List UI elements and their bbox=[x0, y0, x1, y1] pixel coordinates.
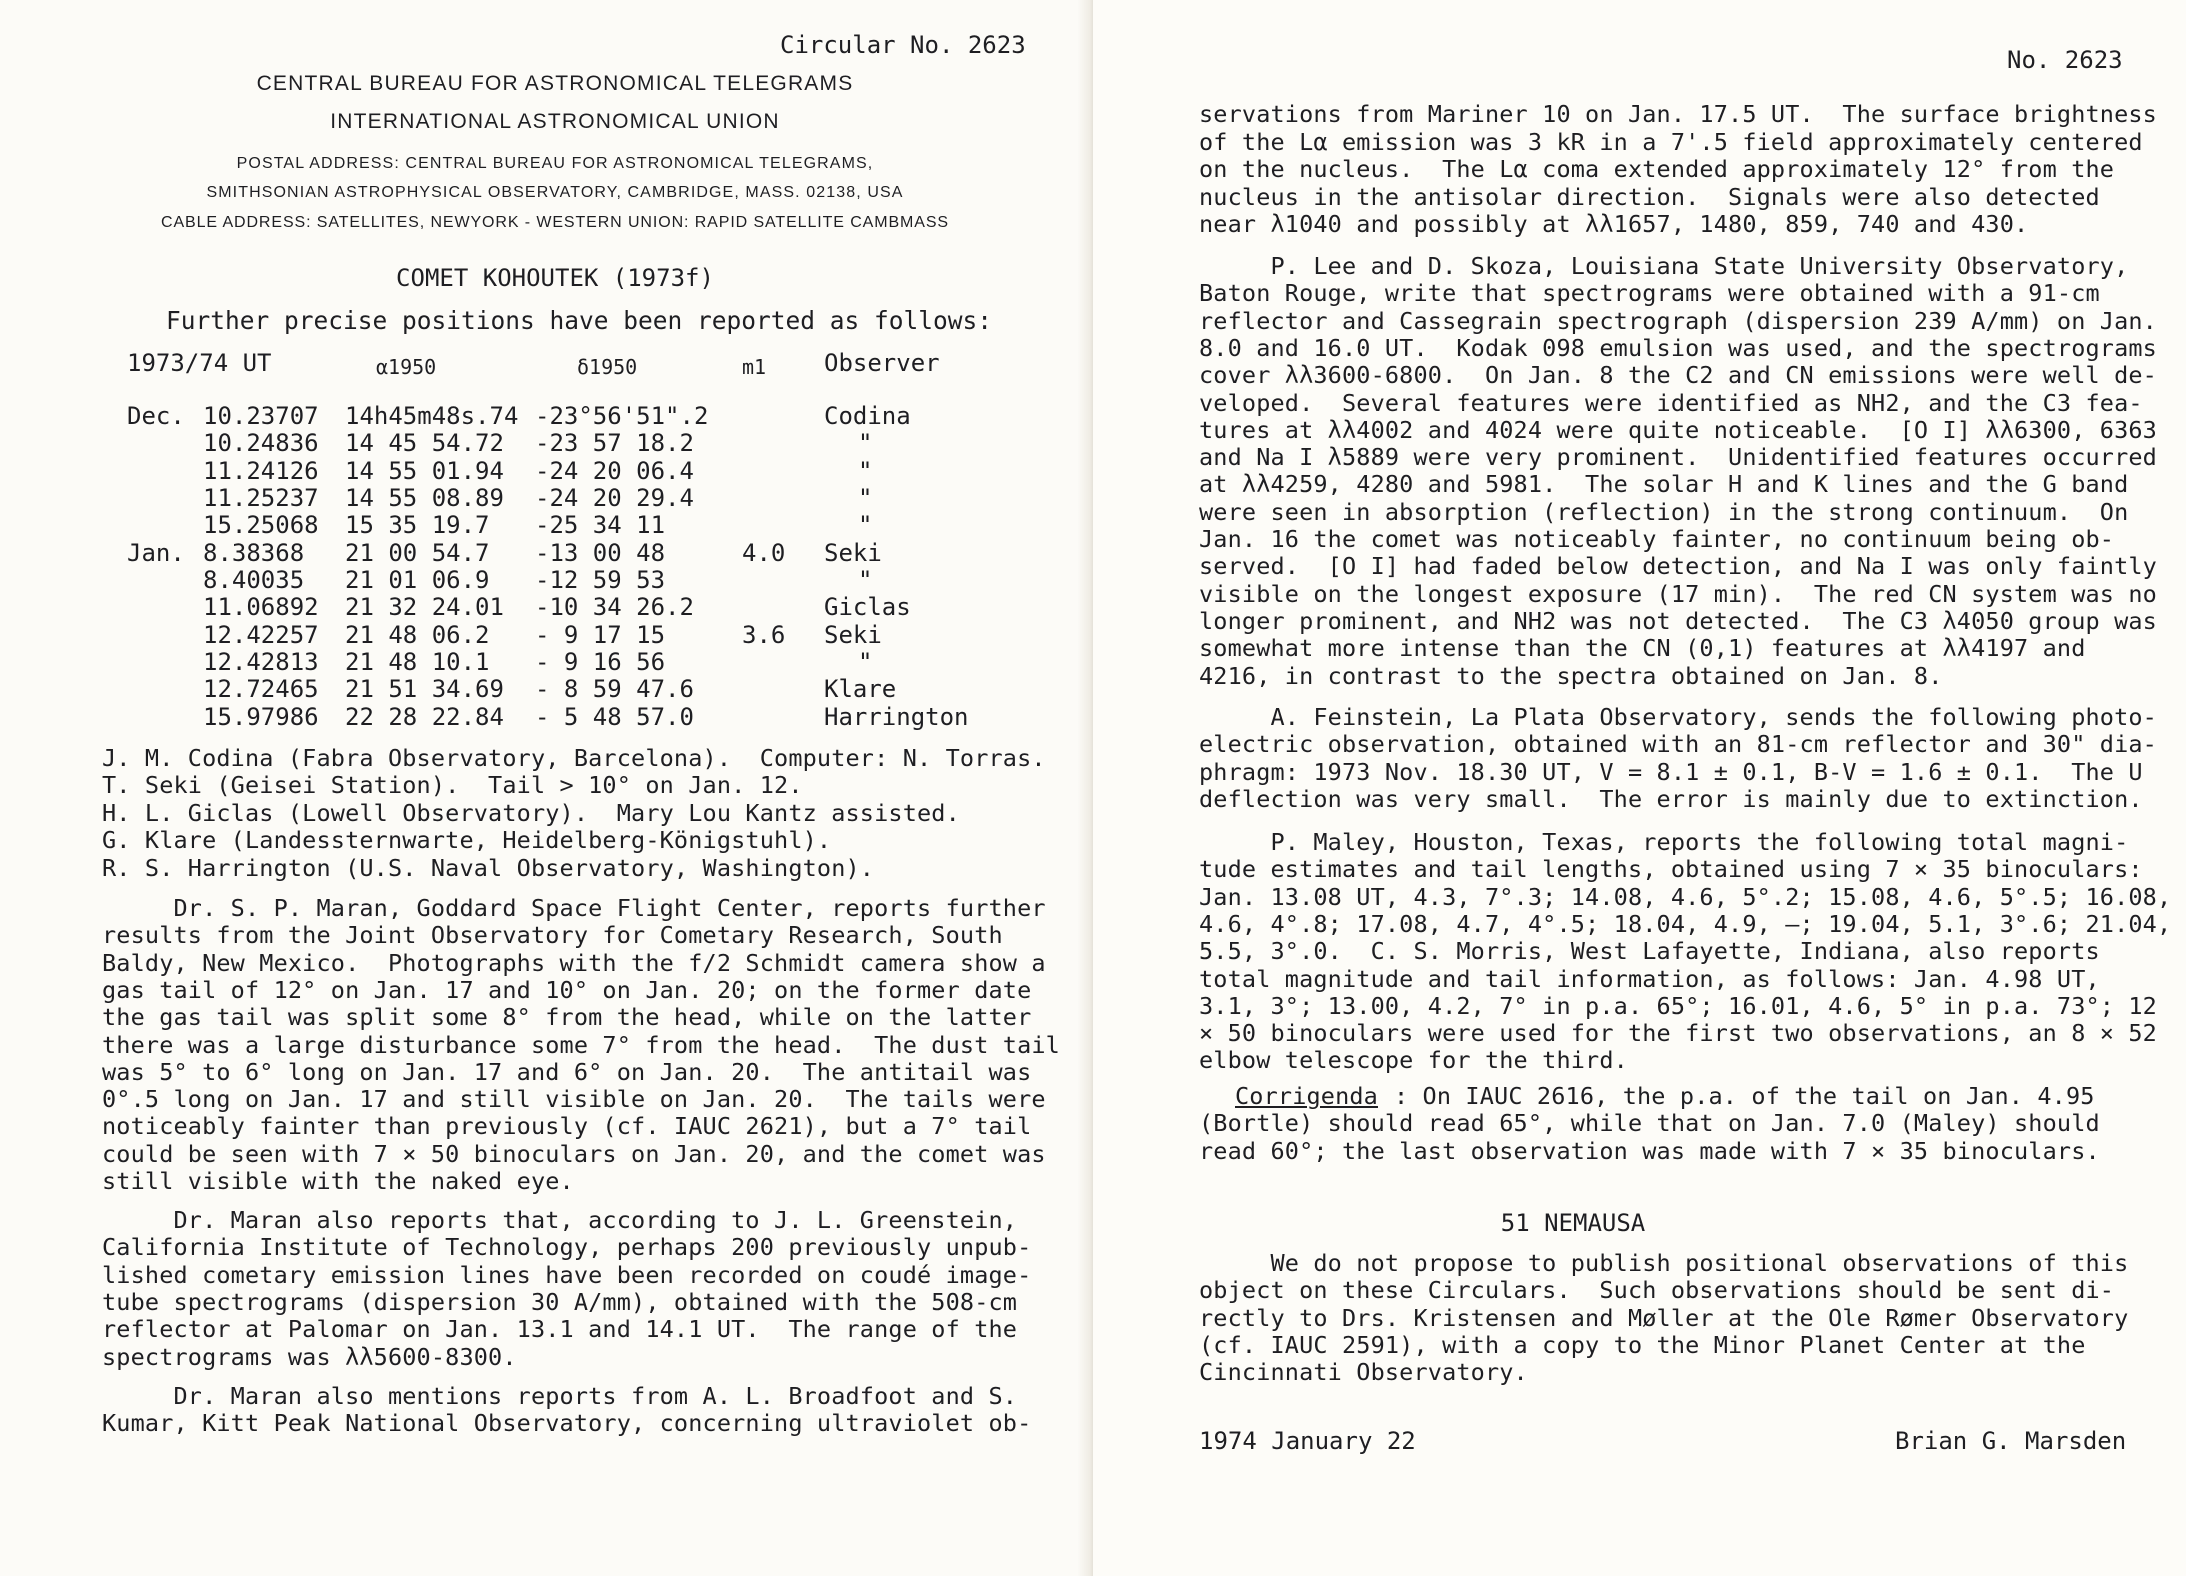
row-dec: -25 34 11 bbox=[535, 511, 666, 539]
text-line: A. Feinstein, La Plata Observatory, sends the following photo- bbox=[1199, 703, 2157, 731]
right-page bbox=[1093, 0, 2186, 1576]
postal-address-1: POSTAL ADDRESS: CENTRAL BUREAU FOR ASTRONOMICAL TELEGRAMS, bbox=[236, 155, 874, 172]
text-line: servations from Mariner 10 on Jan. 17.5 UT. The surface brightness bbox=[1199, 100, 2157, 128]
row-ra: 14 45 54.72 bbox=[345, 429, 504, 457]
text-line: P. Lee and D. Skoza, Louisiana State University Observatory, bbox=[1199, 252, 2129, 280]
row-observer: Seki bbox=[824, 621, 882, 649]
row-observer: " bbox=[858, 484, 873, 512]
text-line: elbow telescope for the third. bbox=[1199, 1046, 1628, 1075]
row-date: 12.42813 bbox=[203, 648, 319, 676]
text-line: Cincinnati Observatory. bbox=[1199, 1358, 1528, 1387]
row-month: Jan. bbox=[127, 539, 185, 567]
text-line: (cf. IAUC 2591), with a copy to the Minor Planet Center at the bbox=[1199, 1330, 2086, 1359]
text-line: 4.6, 4°.8; 17.08, 4.7, 4°.5; 18.04, 4.9, —; 19.04, 5.1, 3°.6; 21.04, bbox=[1199, 909, 2172, 938]
row-dec: -13 00 48 bbox=[535, 539, 666, 567]
text-line: could be seen with 7 × 50 binoculars on Jan. 20, and the comet was bbox=[102, 1139, 1046, 1168]
row-dec: -10 34 26.2 bbox=[535, 593, 694, 621]
row-ra: 21 51 34.69 bbox=[345, 675, 504, 703]
text-line: Baldy, New Mexico. Photographs with the f/2 Schmidt camera show a bbox=[102, 948, 1046, 977]
text-line: deflection was very small. The error is mainly due to extinction. bbox=[1199, 784, 2143, 813]
text-line: tures at λλ4002 and 4024 were quite noticeable. [O I] λλ6300, 6363 bbox=[1199, 415, 2157, 444]
text-line: 8.0 and 16.0 UT. Kodak 098 emulsion was used, and the spectrograms bbox=[1199, 333, 2157, 362]
row-magnitude: 3.6 bbox=[742, 621, 786, 649]
row-ra: 21 00 54.7 bbox=[345, 539, 490, 567]
row-observer: " bbox=[858, 648, 873, 676]
nemausa-title: 51 NEMAUSA bbox=[1500, 1209, 1646, 1237]
text-line: Kumar, Kitt Peak National Observatory, concerning ultraviolet ob- bbox=[102, 1409, 1032, 1438]
text-line: results from the Joint Observatory for Cometary Research, South bbox=[102, 921, 1003, 950]
row-observer: Codina bbox=[824, 402, 911, 430]
row-dec: - 9 16 56 bbox=[535, 648, 666, 676]
text-line: 3.1, 3°; 13.00, 4.2, 7° in p.a. 65°; 16.01, 4.6, 5° in p.a. 73°; 12 bbox=[1199, 991, 2157, 1020]
row-month: Dec. bbox=[127, 402, 185, 430]
text-line: Jan. 13.08 UT, 4.3, 7°.3; 14.08, 4.6, 5°.2; 15.08, 4.6, 5°.5; 16.08, bbox=[1199, 882, 2172, 911]
text-line: read 60°; the last observation was made with 7 × 35 binoculars. bbox=[1199, 1136, 2100, 1165]
row-date: 11.25237 bbox=[203, 484, 319, 512]
text-line: at λλ4259, 4280 and 5981. The solar H and K lines and the G band bbox=[1199, 470, 2129, 499]
text-line: : On IAUC 2616, the p.a. of the tail on Jan. 4.95 bbox=[1393, 1082, 2095, 1110]
cable-address: CABLE ADDRESS: SATELLITES, NEWYORK - WESTERN UNION: RAPID SATELLITE CAMBMASS bbox=[161, 214, 949, 231]
row-ra: 14 55 08.89 bbox=[345, 484, 504, 512]
text-line: We do not propose to publish positional observations of this bbox=[1199, 1249, 2129, 1277]
row-date: 8.40035 bbox=[203, 566, 305, 594]
row-observer: Seki bbox=[824, 539, 882, 567]
postal-address-2: SMITHSONIAN ASTROPHYSICAL OBSERVATORY, CAMBRIDGE, MASS. 02138, USA bbox=[206, 184, 904, 201]
text-line: of the Lα emission was 3 kR in a 7'.5 field approximately centered bbox=[1199, 127, 2143, 156]
col-header-dec: δ1950 bbox=[577, 355, 638, 379]
observer-note: J. M. Codina (Fabra Observatory, Barcelona). Computer: N. Torras. bbox=[102, 744, 1046, 772]
row-date: 15.25068 bbox=[203, 511, 319, 539]
circular-number: Circular No. 2623 bbox=[780, 31, 1026, 59]
row-date: 10.23707 bbox=[203, 402, 319, 430]
text-line: Dr. S. P. Maran, Goddard Space Flight Center, reports further bbox=[102, 894, 1046, 922]
union-name: INTERNATIONAL ASTRONOMICAL UNION bbox=[330, 110, 780, 133]
row-dec: -12 59 53 bbox=[535, 566, 666, 594]
row-dec: -24 20 29.4 bbox=[535, 484, 694, 512]
comet-title: COMET KOHOUTEK (1973f) bbox=[396, 264, 714, 292]
text-line: total magnitude and tail information, as follows: Jan. 4.98 UT, bbox=[1199, 964, 2100, 993]
row-observer: Giclas bbox=[824, 593, 911, 621]
text-line: × 50 binoculars were used for the first two observations, an 8 × 52 bbox=[1199, 1019, 2157, 1048]
bureau-name: CENTRAL BUREAU FOR ASTRONOMICAL TELEGRAMS bbox=[256, 72, 854, 95]
text-line: served. [O I] had faded below detection, and Na I was only faintly bbox=[1199, 552, 2157, 581]
row-date: 12.72465 bbox=[203, 675, 319, 703]
row-ra: 21 48 10.1 bbox=[345, 648, 490, 676]
row-dec: - 8 59 47.6 bbox=[535, 675, 694, 703]
row-magnitude: 4.0 bbox=[742, 539, 786, 567]
row-date: 15.97986 bbox=[203, 703, 319, 731]
row-observer: Klare bbox=[824, 675, 897, 703]
observer-note: T. Seki (Geisei Station). Tail > 10° on Jan. 12. bbox=[102, 771, 803, 800]
text-line: object on these Circulars. Such observations should be sent di- bbox=[1199, 1276, 2115, 1305]
intro-text: Further precise positions have been reported as follows: bbox=[166, 306, 993, 335]
text-line: lished cometary emission lines have been recorded on coudé image- bbox=[102, 1260, 1032, 1289]
row-date: 10.24836 bbox=[203, 429, 319, 457]
row-date: 11.06892 bbox=[203, 593, 319, 621]
row-ra: 14 55 01.94 bbox=[345, 457, 504, 485]
text-line: noticeably fainter than previously (cf. IAUC 2621), but a 7° tail bbox=[102, 1112, 1032, 1141]
text-line: Jan. 16 the comet was noticeably fainter, no continuum being ob- bbox=[1199, 525, 2115, 553]
text-line: (Bortle) should read 65°, while that on Jan. 7.0 (Maley) should bbox=[1199, 1109, 2100, 1138]
text-line: 5.5, 3°.0. C. S. Morris, West Lafayette, Indiana, also reports bbox=[1199, 937, 2100, 966]
row-observer: " bbox=[858, 429, 873, 457]
text-line: on the nucleus. The Lα coma extended approximately 12° from the bbox=[1199, 155, 2115, 183]
text-line: cover λλ3600-6800. On Jan. 8 the C2 and CN emissions were well de- bbox=[1199, 361, 2157, 390]
row-ra: 22 28 22.84 bbox=[345, 703, 504, 731]
observer-note: G. Klare (Landessternwarte, Heidelberg-Königstuhl). bbox=[102, 826, 832, 855]
text-line: 4216, in contrast to the spectra obtained on Jan. 8. bbox=[1199, 661, 1943, 690]
col-header-observer: Observer bbox=[824, 349, 940, 377]
row-date: 8.38368 bbox=[203, 539, 305, 567]
text-line: tude estimates and tail lengths, obtained using 7 × 35 binoculars: bbox=[1199, 855, 2143, 884]
text-line: electric observation, obtained with an 81-cm reflector and 30" dia- bbox=[1199, 730, 2157, 759]
text-line: reflector and Cassegrain spectrograph (dispersion 239 A/mm) on Jan. bbox=[1199, 306, 2157, 335]
row-date: 12.42257 bbox=[203, 621, 319, 649]
text-line: P. Maley, Houston, Texas, reports the following total magni- bbox=[1199, 828, 2129, 856]
text-line: were seen in absorption (reflection) in the strong continuum. On bbox=[1199, 497, 2129, 526]
signature: Brian G. Marsden bbox=[1895, 1427, 2127, 1455]
text-line: spectrograms was λλ5600-8300. bbox=[102, 1342, 517, 1371]
text-line: nucleus in the antisolar direction. Signals were also detected bbox=[1199, 182, 2100, 211]
row-observer: " bbox=[858, 457, 873, 485]
observer-note: R. S. Harrington (U.S. Naval Observatory, Washington). bbox=[102, 853, 875, 882]
text-line: rectly to Drs. Kristensen and Møller at the Ole Rømer Observatory bbox=[1199, 1303, 2129, 1332]
row-date: 11.24126 bbox=[203, 457, 319, 485]
text-line: the gas tail was split some 8° from the head, while on the latter bbox=[102, 1003, 1032, 1032]
text-line: there was a large disturbance some 7° from the head. The dust tail bbox=[102, 1030, 1060, 1059]
text-line: near λ1040 and possibly at λλ1657, 1480, 859, 740 and 430. bbox=[1199, 210, 2029, 238]
text-line: gas tail of 12° on Jan. 17 and 10° on Jan. 20; on the former date bbox=[102, 975, 1032, 1004]
text-line: Dr. Maran also mentions reports from A. L. Broadfoot and S. bbox=[102, 1382, 1018, 1410]
text-line: veloped. Several features were identified as NH2, and the C3 fea- bbox=[1199, 388, 2143, 417]
row-dec: -24 20 06.4 bbox=[535, 457, 694, 485]
corrigenda-label: Corrigenda bbox=[1235, 1082, 1378, 1110]
text-line: and Na I λ5889 were very prominent. Unidentified features occurred bbox=[1199, 443, 2157, 472]
row-observer: Harrington bbox=[824, 703, 969, 731]
row-dec: -23 57 18.2 bbox=[535, 429, 694, 457]
text-line: Dr. Maran also reports that, according to J. L. Greenstein, bbox=[102, 1206, 1018, 1234]
text-line: somewhat more intense than the CN (0,1) features at λλ4197 and bbox=[1199, 634, 2086, 663]
text-line: 0°.5 long on Jan. 17 and still visible on Jan. 20. The tails were bbox=[102, 1085, 1046, 1114]
row-observer: " bbox=[858, 511, 873, 539]
col-header-date: 1973/74 UT bbox=[127, 349, 272, 377]
row-ra: 21 01 06.9 bbox=[345, 566, 490, 594]
text-line: longer prominent, and NH2 was not detected. The C3 λ4050 group was bbox=[1199, 606, 2157, 635]
text-line: visible on the longest exposure (17 min). The red CN system was no bbox=[1199, 579, 2157, 608]
row-ra: 15 35 19.7 bbox=[345, 511, 490, 539]
row-ra: 21 48 06.2 bbox=[345, 621, 490, 649]
text-line: reflector at Palomar on Jan. 13.1 and 14.1 UT. The range of the bbox=[102, 1315, 1018, 1344]
text-line: Baton Rouge, write that spectrograms were obtained with a 91-cm bbox=[1199, 279, 2100, 308]
row-ra: 21 32 24.01 bbox=[345, 593, 504, 621]
text-line: phragm: 1973 Nov. 18.30 UT, V = 8.1 ± 0.1, B-V = 1.6 ± 0.1. The U bbox=[1199, 757, 2143, 786]
col-header-mag: m1 bbox=[742, 355, 767, 379]
text-line: still visible with the naked eye. bbox=[102, 1167, 574, 1195]
text-line: was 5° to 6° long on Jan. 17 and 6° on Jan. 20. The antitail was bbox=[102, 1057, 1032, 1086]
text-line: tube spectrograms (dispersion 30 A/mm), obtained with the 508-cm bbox=[102, 1287, 1018, 1316]
row-dec: -23°56'51".2 bbox=[535, 402, 709, 430]
observer-note: H. L. Giclas (Lowell Observatory). Mary Lou Kantz assisted. bbox=[102, 798, 960, 827]
row-ra: 14h45m48s.74 bbox=[345, 402, 519, 430]
page-number: No. 2623 bbox=[2007, 46, 2123, 74]
issue-date: 1974 January 22 bbox=[1199, 1427, 1416, 1455]
row-dec: - 5 48 57.0 bbox=[535, 703, 694, 731]
row-dec: - 9 17 15 bbox=[535, 621, 666, 649]
row-observer: " bbox=[858, 566, 873, 594]
col-header-ra: α1950 bbox=[376, 355, 437, 379]
text-line: California Institute of Technology, perhaps 200 previously unpub- bbox=[102, 1233, 1032, 1262]
